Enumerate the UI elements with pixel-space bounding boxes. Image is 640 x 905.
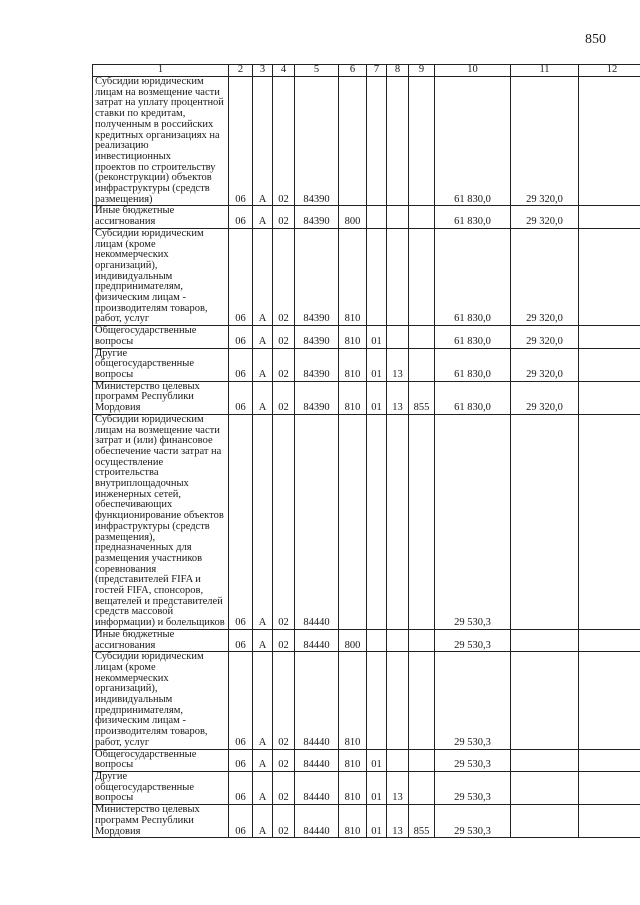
cell-amount-2020 [579, 805, 640, 838]
cell-program: А [253, 228, 273, 325]
page-number: 850 [585, 32, 606, 47]
column-header: 8 [387, 65, 409, 77]
cell-amount-2020 [579, 772, 640, 805]
column-header: 1 [93, 65, 229, 77]
cell-amount-2020 [579, 414, 640, 629]
row-name: Общегосударственные вопросы [93, 326, 229, 348]
cell-amount-2020 [579, 749, 640, 771]
cell-amount-2019 [511, 772, 579, 805]
column-header: 12 [579, 65, 640, 77]
cell-ministry [409, 652, 435, 749]
cell-amount-2018: 61 830,0 [435, 381, 511, 414]
cell-subprogram: 02 [273, 805, 295, 838]
cell-amount-2018: 29 530,3 [435, 652, 511, 749]
table-row [93, 381, 640, 414]
cell-subprogram: 02 [273, 414, 295, 629]
cell-expense-type [339, 414, 367, 629]
cell-ministry [409, 348, 435, 381]
cell-subchapter: 13 [387, 772, 409, 805]
cell-expense-type: 810 [339, 228, 367, 325]
column-header: 5 [295, 65, 339, 77]
cell-chapter: 01 [367, 348, 387, 381]
cell-subprogram: 02 [273, 348, 295, 381]
cell-chapter: 01 [367, 749, 387, 771]
cell-direction: 84440 [295, 805, 339, 838]
table-row [93, 348, 640, 381]
cell-expense-type: 810 [339, 652, 367, 749]
cell-amount-2020 [579, 77, 640, 206]
row-name: Другие общегосударственные вопросы [93, 772, 229, 805]
column-header: 7 [367, 65, 387, 77]
cell-amount-2020 [579, 206, 640, 228]
cell-section: 06 [229, 228, 253, 325]
cell-chapter: 01 [367, 805, 387, 838]
cell-subchapter [387, 749, 409, 771]
cell-amount-2019: 29 320,0 [511, 381, 579, 414]
cell-subchapter [387, 228, 409, 325]
cell-direction: 84390 [295, 228, 339, 325]
cell-direction: 84440 [295, 414, 339, 629]
cell-subprogram: 02 [273, 629, 295, 651]
cell-chapter [367, 77, 387, 206]
column-header: 10 [435, 65, 511, 77]
table-row [93, 805, 640, 838]
row-name: Иные бюджетные ассигнования [93, 629, 229, 651]
cell-amount-2018: 29 530,3 [435, 414, 511, 629]
cell-subchapter [387, 77, 409, 206]
cell-ministry [409, 77, 435, 206]
cell-subprogram: 02 [273, 326, 295, 348]
table-row [93, 629, 640, 651]
table-row [93, 652, 640, 749]
cell-subchapter [387, 629, 409, 651]
cell-chapter [367, 414, 387, 629]
header-row [93, 65, 640, 77]
cell-amount-2018: 61 830,0 [435, 228, 511, 325]
cell-section: 06 [229, 805, 253, 838]
cell-amount-2018: 29 530,3 [435, 629, 511, 651]
row-name: Субсидии юридическим лицам (кроме некоммерческих организаций), индивидуальным предпринимателям, физическим лицам - производителям товаров, работ, услуг [93, 652, 229, 749]
cell-ministry [409, 772, 435, 805]
cell-subchapter [387, 326, 409, 348]
cell-chapter [367, 629, 387, 651]
cell-expense-type: 800 [339, 206, 367, 228]
cell-subchapter [387, 652, 409, 749]
cell-subprogram: 02 [273, 206, 295, 228]
cell-amount-2018: 61 830,0 [435, 206, 511, 228]
cell-direction: 84390 [295, 348, 339, 381]
cell-expense-type: 810 [339, 381, 367, 414]
cell-ministry: 855 [409, 805, 435, 838]
cell-ministry [409, 749, 435, 771]
cell-direction: 84440 [295, 629, 339, 651]
column-header: 11 [511, 65, 579, 77]
cell-program: А [253, 348, 273, 381]
cell-section: 06 [229, 414, 253, 629]
cell-direction: 84440 [295, 749, 339, 771]
cell-subchapter: 13 [387, 348, 409, 381]
table-row [93, 772, 640, 805]
cell-program: А [253, 381, 273, 414]
cell-subprogram: 02 [273, 772, 295, 805]
cell-ministry: 855 [409, 381, 435, 414]
cell-chapter [367, 652, 387, 749]
table-row [93, 206, 640, 228]
cell-amount-2020 [579, 381, 640, 414]
cell-amount-2020 [579, 228, 640, 325]
cell-direction: 84440 [295, 652, 339, 749]
cell-program: А [253, 77, 273, 206]
cell-amount-2018: 29 530,3 [435, 805, 511, 838]
cell-amount-2020 [579, 348, 640, 381]
cell-section: 06 [229, 348, 253, 381]
table-row [93, 414, 640, 629]
row-name: Министерство целевых программ Республики Мордовия [93, 381, 229, 414]
row-name: Иные бюджетные ассигнования [93, 206, 229, 228]
cell-direction: 84390 [295, 77, 339, 206]
cell-program: А [253, 414, 273, 629]
cell-section: 06 [229, 772, 253, 805]
column-header: 3 [253, 65, 273, 77]
cell-amount-2019 [511, 652, 579, 749]
table-row [93, 749, 640, 771]
cell-expense-type: 800 [339, 629, 367, 651]
table-row [93, 326, 640, 348]
cell-expense-type: 810 [339, 749, 367, 771]
cell-section: 06 [229, 206, 253, 228]
cell-program: А [253, 652, 273, 749]
cell-amount-2018: 61 830,0 [435, 348, 511, 381]
row-name: Другие общегосударственные вопросы [93, 348, 229, 381]
cell-amount-2019 [511, 629, 579, 651]
cell-subprogram: 02 [273, 652, 295, 749]
column-header: 4 [273, 65, 295, 77]
cell-subprogram: 02 [273, 228, 295, 325]
cell-amount-2020 [579, 326, 640, 348]
row-name: Субсидии юридическим лицам (кроме некоммерческих организаций), индивидуальным предпринимателям, физическим лицам - производителям товаров, работ, услуг [93, 228, 229, 325]
cell-amount-2019 [511, 749, 579, 771]
row-name: Субсидии юридическим лицам на возмещение части затрат на уплату процентной ставки по кредитам, полученным в российских кредитных организациях на реализацию инвестиционных проектов по строительству (реконструкции) объектов инфраструктуры (средств размещения) [93, 77, 229, 206]
cell-subchapter [387, 206, 409, 228]
cell-amount-2019: 29 320,0 [511, 228, 579, 325]
row-name: Министерство целевых программ Республики Мордовия [93, 805, 229, 838]
cell-chapter: 01 [367, 772, 387, 805]
cell-program: А [253, 629, 273, 651]
row-name: Общегосударственные вопросы [93, 749, 229, 771]
cell-ministry [409, 326, 435, 348]
cell-section: 06 [229, 77, 253, 206]
cell-chapter [367, 206, 387, 228]
table-row [93, 77, 640, 206]
cell-subchapter [387, 414, 409, 629]
column-header: 2 [229, 65, 253, 77]
cell-ministry [409, 206, 435, 228]
cell-chapter: 01 [367, 326, 387, 348]
cell-section: 06 [229, 381, 253, 414]
cell-expense-type: 810 [339, 326, 367, 348]
cell-program: А [253, 772, 273, 805]
cell-program: А [253, 749, 273, 771]
cell-ministry [409, 414, 435, 629]
cell-section: 06 [229, 629, 253, 651]
cell-subprogram: 02 [273, 749, 295, 771]
cell-amount-2020 [579, 652, 640, 749]
cell-subprogram: 02 [273, 381, 295, 414]
cell-direction: 84440 [295, 772, 339, 805]
budget-table [92, 64, 640, 838]
cell-subchapter: 13 [387, 805, 409, 838]
cell-section: 06 [229, 652, 253, 749]
cell-program: А [253, 326, 273, 348]
cell-direction: 84390 [295, 381, 339, 414]
table-row [93, 228, 640, 325]
cell-expense-type: 810 [339, 348, 367, 381]
cell-section: 06 [229, 326, 253, 348]
cell-direction: 84390 [295, 326, 339, 348]
cell-expense-type [339, 77, 367, 206]
cell-subchapter: 13 [387, 381, 409, 414]
cell-ministry [409, 228, 435, 325]
cell-amount-2019: 29 320,0 [511, 206, 579, 228]
cell-chapter [367, 228, 387, 325]
column-header: 9 [409, 65, 435, 77]
row-name: Субсидии юридическим лицам на возмещение части затрат и (или) финансовое обеспечение части затрат на осуществление строительства внутриплощадочных инженерных сетей, обеспечивающих функционирование объектов инфраструктуры (средств размещения), предназначенных для размещения участников соревнования (представителей FIFA и гостей FIFA, спонсоров, вещателей и представителей средств массовой информации) и болельщиков [93, 414, 229, 629]
cell-amount-2019: 29 320,0 [511, 326, 579, 348]
cell-direction: 84390 [295, 206, 339, 228]
cell-amount-2019: 29 320,0 [511, 348, 579, 381]
cell-amount-2018: 61 830,0 [435, 77, 511, 206]
column-header: 6 [339, 65, 367, 77]
cell-section: 06 [229, 749, 253, 771]
cell-amount-2019 [511, 805, 579, 838]
cell-subprogram: 02 [273, 77, 295, 206]
cell-ministry [409, 629, 435, 651]
cell-expense-type: 810 [339, 772, 367, 805]
cell-program: А [253, 805, 273, 838]
cell-chapter: 01 [367, 381, 387, 414]
cell-expense-type: 810 [339, 805, 367, 838]
cell-amount-2018: 61 830,0 [435, 326, 511, 348]
cell-amount-2019: 29 320,0 [511, 77, 579, 206]
cell-program: А [253, 206, 273, 228]
cell-amount-2019 [511, 414, 579, 629]
cell-amount-2018: 29 530,3 [435, 772, 511, 805]
cell-amount-2018: 29 530,3 [435, 749, 511, 771]
cell-amount-2020 [579, 629, 640, 651]
